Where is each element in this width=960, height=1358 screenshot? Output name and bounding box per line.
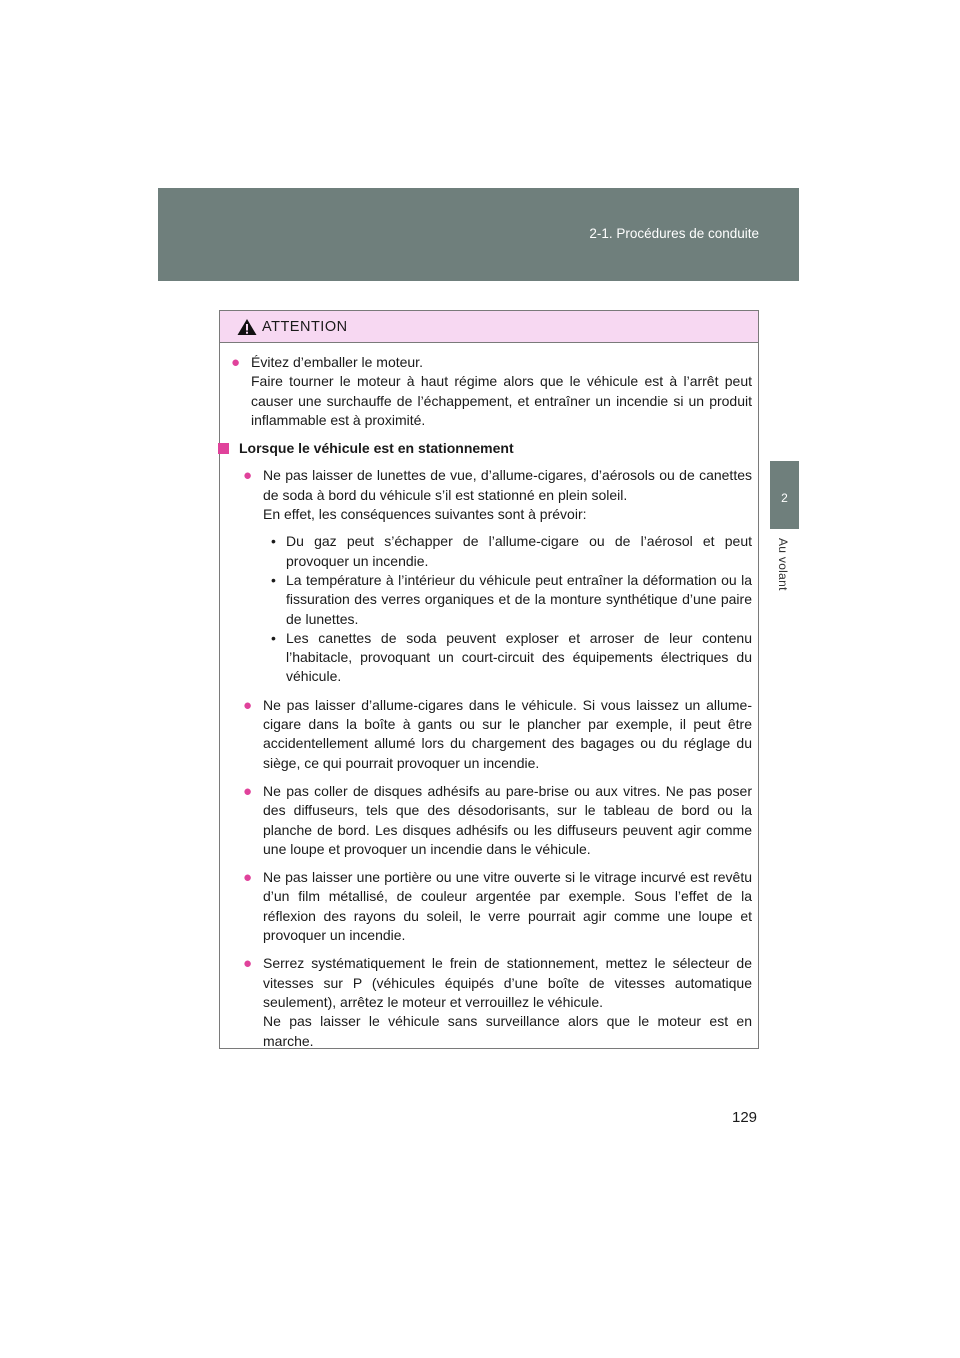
warning-header: [220, 311, 758, 343]
list-item: ● Évitez d’emballer le moteur. Faire tourner le moteur à haut régime alors que le véhicule est à l’arrêt peut causer une surchauffe de l’échappement, et entraîner un incendie si un produit inflammable est à proximité.: [231, 354, 752, 428]
list-item: ● Ne pas laisser de lunettes de vue, d’allume-cigares, d’aérosols ou de canettes de soda à bord du véhicule s’il est stationné en plein soleil. En effet, les conséquences suivantes sont à prévoir: • Du gaz peut s’échapper de l’allume-cigare ou de l’aérosol et peut provoquer un incendie. • La température à l’intérieur du véhicule peut entraîner la déformation ou la fissuration des verres organiques et de la monture synthétique d’une paire de lunettes. • Les canettes de soda peuvent exploser et arroser de leur contenu l’habitacle, provoquant un court-circuit des équipements électriques du véhicule.: [238, 466, 752, 686]
bullet-circle-icon: ●: [243, 696, 253, 714]
warning-triangle-icon: [237, 318, 257, 336]
list-item: ● Ne pas laisser une portière ou une vitre ouverte si le vitrage incurvé est revêtu d’un film métallisé, de couleur argentée par exemple. Sous l’effet de la réflexion des rayons du soleil, le verre pourrait agir comme une loupe et provoquer un incendie.: [243, 869, 752, 944]
bullet-circle-icon: ●: [243, 955, 253, 973]
sub-list-item: • Les canettes de soda peuvent exploser et arroser de leur contenu l’habitacle, provoquant un court-circuit des équipements électriques du véhicule.: [271, 629, 752, 685]
chapter-tab: [770, 461, 799, 529]
section-heading: Lorsque le véhicule est en stationnement: [226, 439, 758, 458]
chapter-number: 2: [781, 491, 788, 505]
list-item: ● Serrez systématiquement le frein de stationnement, mettez le sélecteur de vitesses sur P (véhicules équipés d’une boîte de vitesses automatique seulement), arrêtez le moteur et verrouillez le véhicule. Ne pas laisser le véhicule sans surveillance alors que le moteur est en marche.: [243, 955, 752, 1049]
warning-title: ATTENTION: [262, 319, 348, 335]
warning-content: [220, 343, 758, 1051]
warning-box: [219, 310, 759, 1049]
bullet-square-icon: [218, 443, 229, 454]
bullet-circle-icon: ●: [243, 869, 253, 887]
bullet-circle-icon: ●: [243, 467, 253, 485]
chapter-label: Au volant: [776, 538, 790, 591]
section-title: 2-1. Procédures de conduite: [589, 226, 759, 241]
list-item: ● Ne pas coller de disques adhésifs au pare-brise ou aux vitres. Ne pas poser des diffuseurs, tels que des désodorisants, sur le tableau de bord ou la planche de bord. Les disques adhésifs ou les diffuseurs peuvent agir comme une loupe et provoquer un incendie dans le véhicule.: [243, 782, 752, 857]
page-number: 129: [732, 1109, 758, 1126]
section-body: [226, 466, 752, 1050]
sub-list-item: • Du gaz peut s’échapper de l’allume-cigare ou de l’aérosol et peut provoquer un incendie.: [271, 533, 752, 569]
sub-list: [268, 532, 752, 686]
sub-list-item: • La température à l’intérieur du véhicule peut entraîner la déformation ou la fissuration des verres organiques et de la monture synthétique d’une paire de lunettes.: [271, 571, 752, 627]
bullet-circle-icon: ●: [243, 782, 253, 800]
bullet-circle-icon: ●: [231, 354, 241, 371]
header-band: [158, 188, 799, 281]
list-item: ● Ne pas laisser d’allume-cigares dans le véhicule. Si vous laissez un allume-cigare dans la boîte à gants ou sur le plancher par exemple, il peut être accidentellement allumé lors du chargement des bagages ou du réglage du siège, ce qui pourrait provoquer un incendie.: [243, 696, 752, 771]
